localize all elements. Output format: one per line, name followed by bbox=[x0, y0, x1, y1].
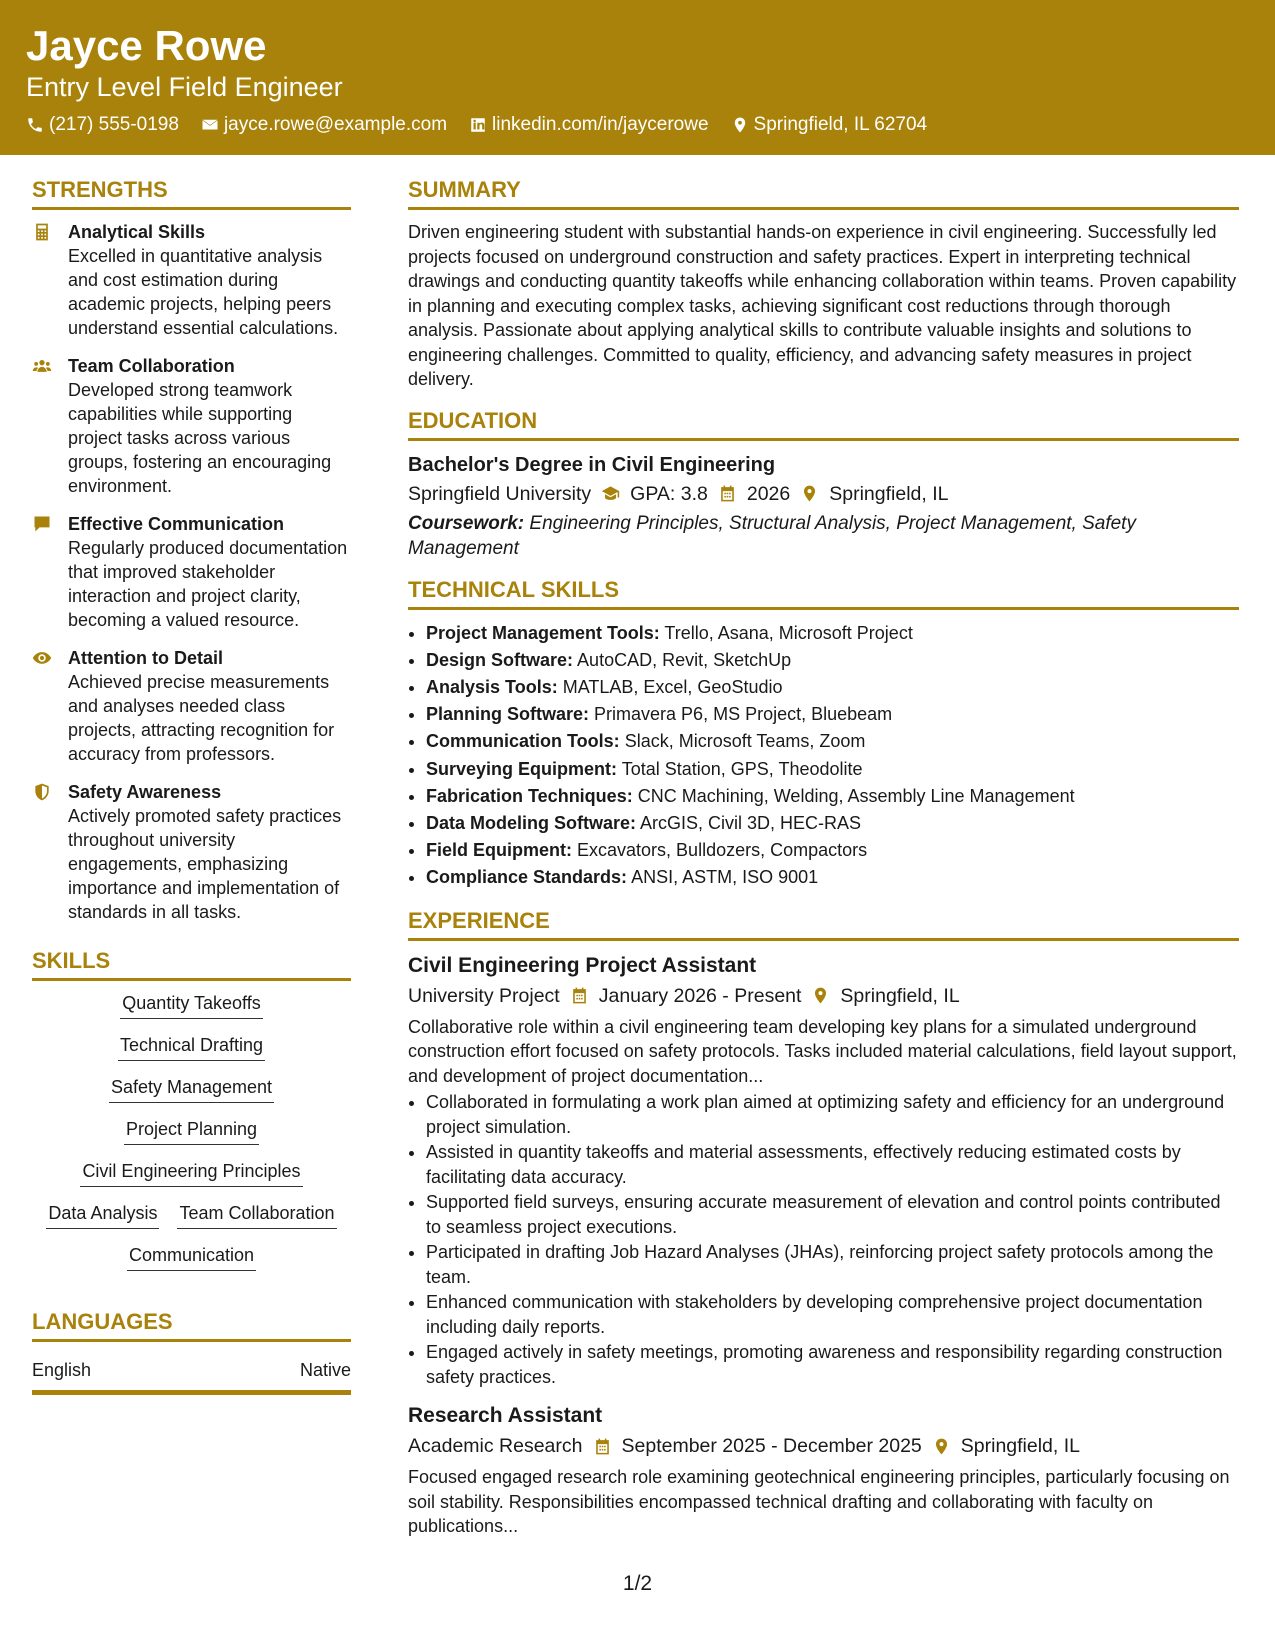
tech-skill-value: AutoCAD, Revit, SketchUp bbox=[577, 649, 792, 670]
comment-icon bbox=[32, 514, 52, 534]
strength-desc: Actively promoted safety practices throughout university engagements, emphasizing importance and implementation of standards in all tasks. bbox=[68, 806, 342, 922]
list-item: • Supported field surveys, ensuring accurate measurement of elevation and control points contributed to seamless project executions. bbox=[426, 1190, 1239, 1239]
skill-tag: Team Collaboration bbox=[177, 1201, 336, 1229]
map-pin-icon bbox=[932, 1437, 951, 1456]
list-item bbox=[426, 783, 1239, 810]
skill-tag: Communication bbox=[127, 1243, 256, 1271]
degree-title: Bachelor's Degree in Civil Engineering bbox=[408, 453, 776, 476]
tech-skill-label: Data Modeling Software: bbox=[426, 812, 637, 833]
email-text[interactable]: jayce.rowe@example.com bbox=[223, 114, 448, 135]
coursework-text: Engineering Principles, Structural Analysis, Project Management, Safety Management bbox=[408, 512, 1136, 559]
strength-item bbox=[32, 220, 351, 340]
tech-skill-value: CNC Machining, Welding, Assembly Line Management bbox=[637, 785, 1075, 806]
summary-heading: SUMMARY bbox=[408, 175, 1239, 210]
tech-skill-value: Slack, Microsoft Teams, Zoom bbox=[624, 731, 866, 752]
page-number: 1/2 bbox=[622, 1572, 653, 1595]
location-text: Springfield, IL 62704 bbox=[753, 114, 928, 135]
job-meta bbox=[408, 981, 1239, 1011]
tech-skill-label: Project Management Tools: bbox=[426, 622, 660, 643]
contact-linkedin[interactable] bbox=[469, 114, 709, 136]
school-location: Springfield, IL bbox=[829, 482, 949, 505]
strength-title: Analytical Skills bbox=[68, 222, 206, 242]
skill-tag: Civil Engineering Principles bbox=[80, 1159, 302, 1187]
experience-entry bbox=[408, 951, 1239, 1390]
left-column bbox=[32, 175, 351, 1395]
tech-skill-value: Primavera P6, MS Project, Bluebeam bbox=[594, 704, 893, 725]
skill-tag: Technical Drafting bbox=[118, 1033, 265, 1061]
map-pin-icon bbox=[731, 116, 749, 134]
calendar-icon bbox=[718, 484, 737, 503]
list-item bbox=[426, 701, 1239, 728]
phone-text: (217) 555-0198 bbox=[49, 114, 179, 135]
strength-title: Safety Awareness bbox=[68, 782, 222, 802]
coursework-label: Coursework: bbox=[408, 512, 525, 534]
experience-heading: EXPERIENCE bbox=[408, 906, 1239, 941]
tech-skill-label: Analysis Tools: bbox=[426, 676, 558, 697]
summary-text: Driven engineering student with substantial hands-on experience in civil engineering. Successfully led projects focused on underground construction and safety practices. Expert in interpreting technical drawings and conducting quantity takeoffs while enhancing collaboration within teams. Proven capability in planning and executing complex tasks, achieving significant cost reductions through thorough analysis. Passionate about applying analytical skills to contribute valuable insights and solutions to engineering challenges. Committed to quality, efficiency, and advancing safety measures in project delivery. bbox=[408, 222, 1237, 389]
skill-tag: Data Analysis bbox=[46, 1201, 159, 1229]
strengths-heading: STRENGTHS bbox=[32, 175, 351, 210]
strength-desc: Developed strong teamwork capabilities while supporting project tasks across various groups, fostering an encouraging environment. bbox=[68, 380, 332, 496]
job-location: Springfield, IL bbox=[840, 984, 960, 1007]
map-pin-icon bbox=[800, 484, 819, 503]
list-item: • Engaged actively in safety meetings, promoting awareness and responsibility regarding construction safety practices. bbox=[426, 1340, 1239, 1389]
tech-skill-label: Compliance Standards: bbox=[426, 867, 628, 888]
tech-skill-label: Design Software: bbox=[426, 649, 574, 670]
tech-skill-label: Communication Tools: bbox=[426, 731, 620, 752]
tech-skill-value: Trello, Asana, Microsoft Project bbox=[664, 622, 913, 643]
graduation-year: 2026 bbox=[746, 482, 791, 505]
list-item: • Assisted in quantity takeoffs and material assessments, effectively reducing estimated costs by facilitating data accuracy. bbox=[426, 1140, 1239, 1189]
job-description: Focused engaged research role examining geotechnical engineering principles, particularly focusing on soil stability. Responsibilities encompassed technical drafting and collaborating with faculty on publications... bbox=[408, 1467, 1230, 1537]
tech-skill-label: Planning Software: bbox=[426, 704, 590, 725]
linkedin-text[interactable]: linkedin.com/in/jaycerowe bbox=[492, 114, 709, 135]
calendar-icon bbox=[570, 986, 589, 1005]
tech-skill-value: ANSI, ASTM, ISO 9001 bbox=[631, 867, 819, 888]
contact-phone bbox=[26, 114, 179, 136]
tech-skill-value: Excavators, Bulldozers, Compactors bbox=[577, 840, 868, 861]
coursework bbox=[408, 511, 1239, 561]
tech-skill-value: MATLAB, Excel, GeoStudio bbox=[562, 676, 783, 697]
language-level: Native bbox=[299, 1360, 351, 1380]
candidate-title: Entry Level Field Engineer bbox=[26, 72, 343, 102]
skill-tag: Project Planning bbox=[124, 1117, 259, 1145]
strength-item bbox=[32, 512, 351, 632]
list-item: • Collaborated in formulating a work plan aimed at optimizing safety and efficiency for an underground project simulation. bbox=[426, 1090, 1239, 1139]
job-meta bbox=[408, 1431, 1239, 1461]
skill-tag: Safety Management bbox=[109, 1075, 274, 1103]
experience-entry bbox=[408, 1401, 1239, 1539]
strength-desc: Excelled in quantitative analysis and cost estimation during academic projects, helping peers understand essential calculations. bbox=[68, 246, 339, 338]
technical-skills-list bbox=[408, 620, 1239, 892]
list-item bbox=[426, 620, 1239, 647]
job-title: Research Assistant bbox=[408, 1404, 603, 1428]
education-meta bbox=[408, 479, 1239, 509]
tech-skill-value: ArcGIS, Civil 3D, HEC-RAS bbox=[640, 812, 862, 833]
list-item bbox=[426, 810, 1239, 837]
calendar-icon bbox=[593, 1437, 612, 1456]
calculator-icon bbox=[32, 222, 52, 242]
gpa-text: GPA: 3.8 bbox=[630, 482, 708, 505]
skill-tag: Quantity Takeoffs bbox=[120, 991, 262, 1019]
strength-title: Team Collaboration bbox=[68, 356, 235, 376]
strength-desc: Regularly produced documentation that improved stakeholder interaction and project clarity, becoming a valued resource. bbox=[68, 538, 348, 630]
skills-list bbox=[32, 991, 351, 1271]
language-name: English bbox=[32, 1360, 92, 1380]
languages-heading: LANGUAGES bbox=[32, 1307, 351, 1342]
school-name: Springfield University bbox=[408, 482, 592, 505]
job-org: University Project bbox=[408, 984, 560, 1007]
list-item: • Enhanced communication with stakeholders by developing comprehensive project documentation including daily reports. bbox=[426, 1290, 1239, 1339]
job-location: Springfield, IL bbox=[960, 1435, 1081, 1458]
list-item bbox=[426, 728, 1239, 755]
job-bullets bbox=[408, 1090, 1239, 1389]
language-row bbox=[32, 1352, 351, 1395]
list-item bbox=[426, 837, 1239, 864]
strength-item bbox=[32, 780, 351, 924]
strength-item bbox=[32, 354, 351, 498]
right-column bbox=[408, 175, 1239, 1539]
skills-heading: SKILLS bbox=[32, 946, 351, 981]
resume-header bbox=[0, 0, 1275, 155]
list-item bbox=[426, 647, 1239, 674]
job-dates: January 2026 - Present bbox=[598, 984, 802, 1007]
tech-skill-value: Total Station, GPS, Theodolite bbox=[621, 758, 863, 779]
shield-icon bbox=[32, 782, 52, 802]
tech-skill-label: Fabrication Techniques: bbox=[426, 785, 633, 806]
list-item bbox=[426, 674, 1239, 701]
map-pin-icon bbox=[811, 986, 830, 1005]
job-org: Academic Research bbox=[408, 1435, 583, 1458]
technical-skills-heading: TECHNICAL SKILLS bbox=[408, 575, 1239, 610]
linkedin-icon bbox=[469, 116, 487, 134]
education-heading: EDUCATION bbox=[408, 406, 1239, 441]
strength-item bbox=[32, 646, 351, 766]
phone-icon bbox=[26, 116, 44, 134]
eye-icon bbox=[32, 648, 52, 668]
tech-skill-label: Field Equipment: bbox=[426, 840, 572, 861]
graduation-cap-icon bbox=[601, 484, 620, 503]
strength-title: Attention to Detail bbox=[68, 648, 223, 668]
strength-desc: Achieved precise measurements and analyses needed class projects, attracting recognition for accuracy from professors. bbox=[68, 672, 335, 764]
strength-title: Effective Communication bbox=[68, 514, 285, 534]
list-item bbox=[426, 864, 1239, 891]
list-item: • Participated in drafting Job Hazard Analyses (JHAs), reinforcing project safety protocols among the team. bbox=[426, 1240, 1239, 1289]
job-description: Collaborative role within a civil engineering team developing key plans for a simulated underground construction effort focused on safety protocols. Tasks included material calculations, field layout support, and development of project documentation... bbox=[408, 1016, 1237, 1086]
job-title: Civil Engineering Project Assistant bbox=[408, 953, 757, 977]
contact-location bbox=[731, 114, 928, 136]
tech-skill-label: Surveying Equipment: bbox=[426, 758, 618, 779]
job-dates: September 2025 - December 2025 bbox=[621, 1435, 922, 1458]
list-item bbox=[426, 756, 1239, 783]
contact-bar bbox=[26, 114, 1249, 136]
people-icon bbox=[32, 356, 52, 376]
envelope-icon bbox=[201, 116, 219, 134]
contact-email[interactable] bbox=[201, 114, 447, 136]
candidate-name: Jayce Rowe bbox=[26, 22, 267, 69]
